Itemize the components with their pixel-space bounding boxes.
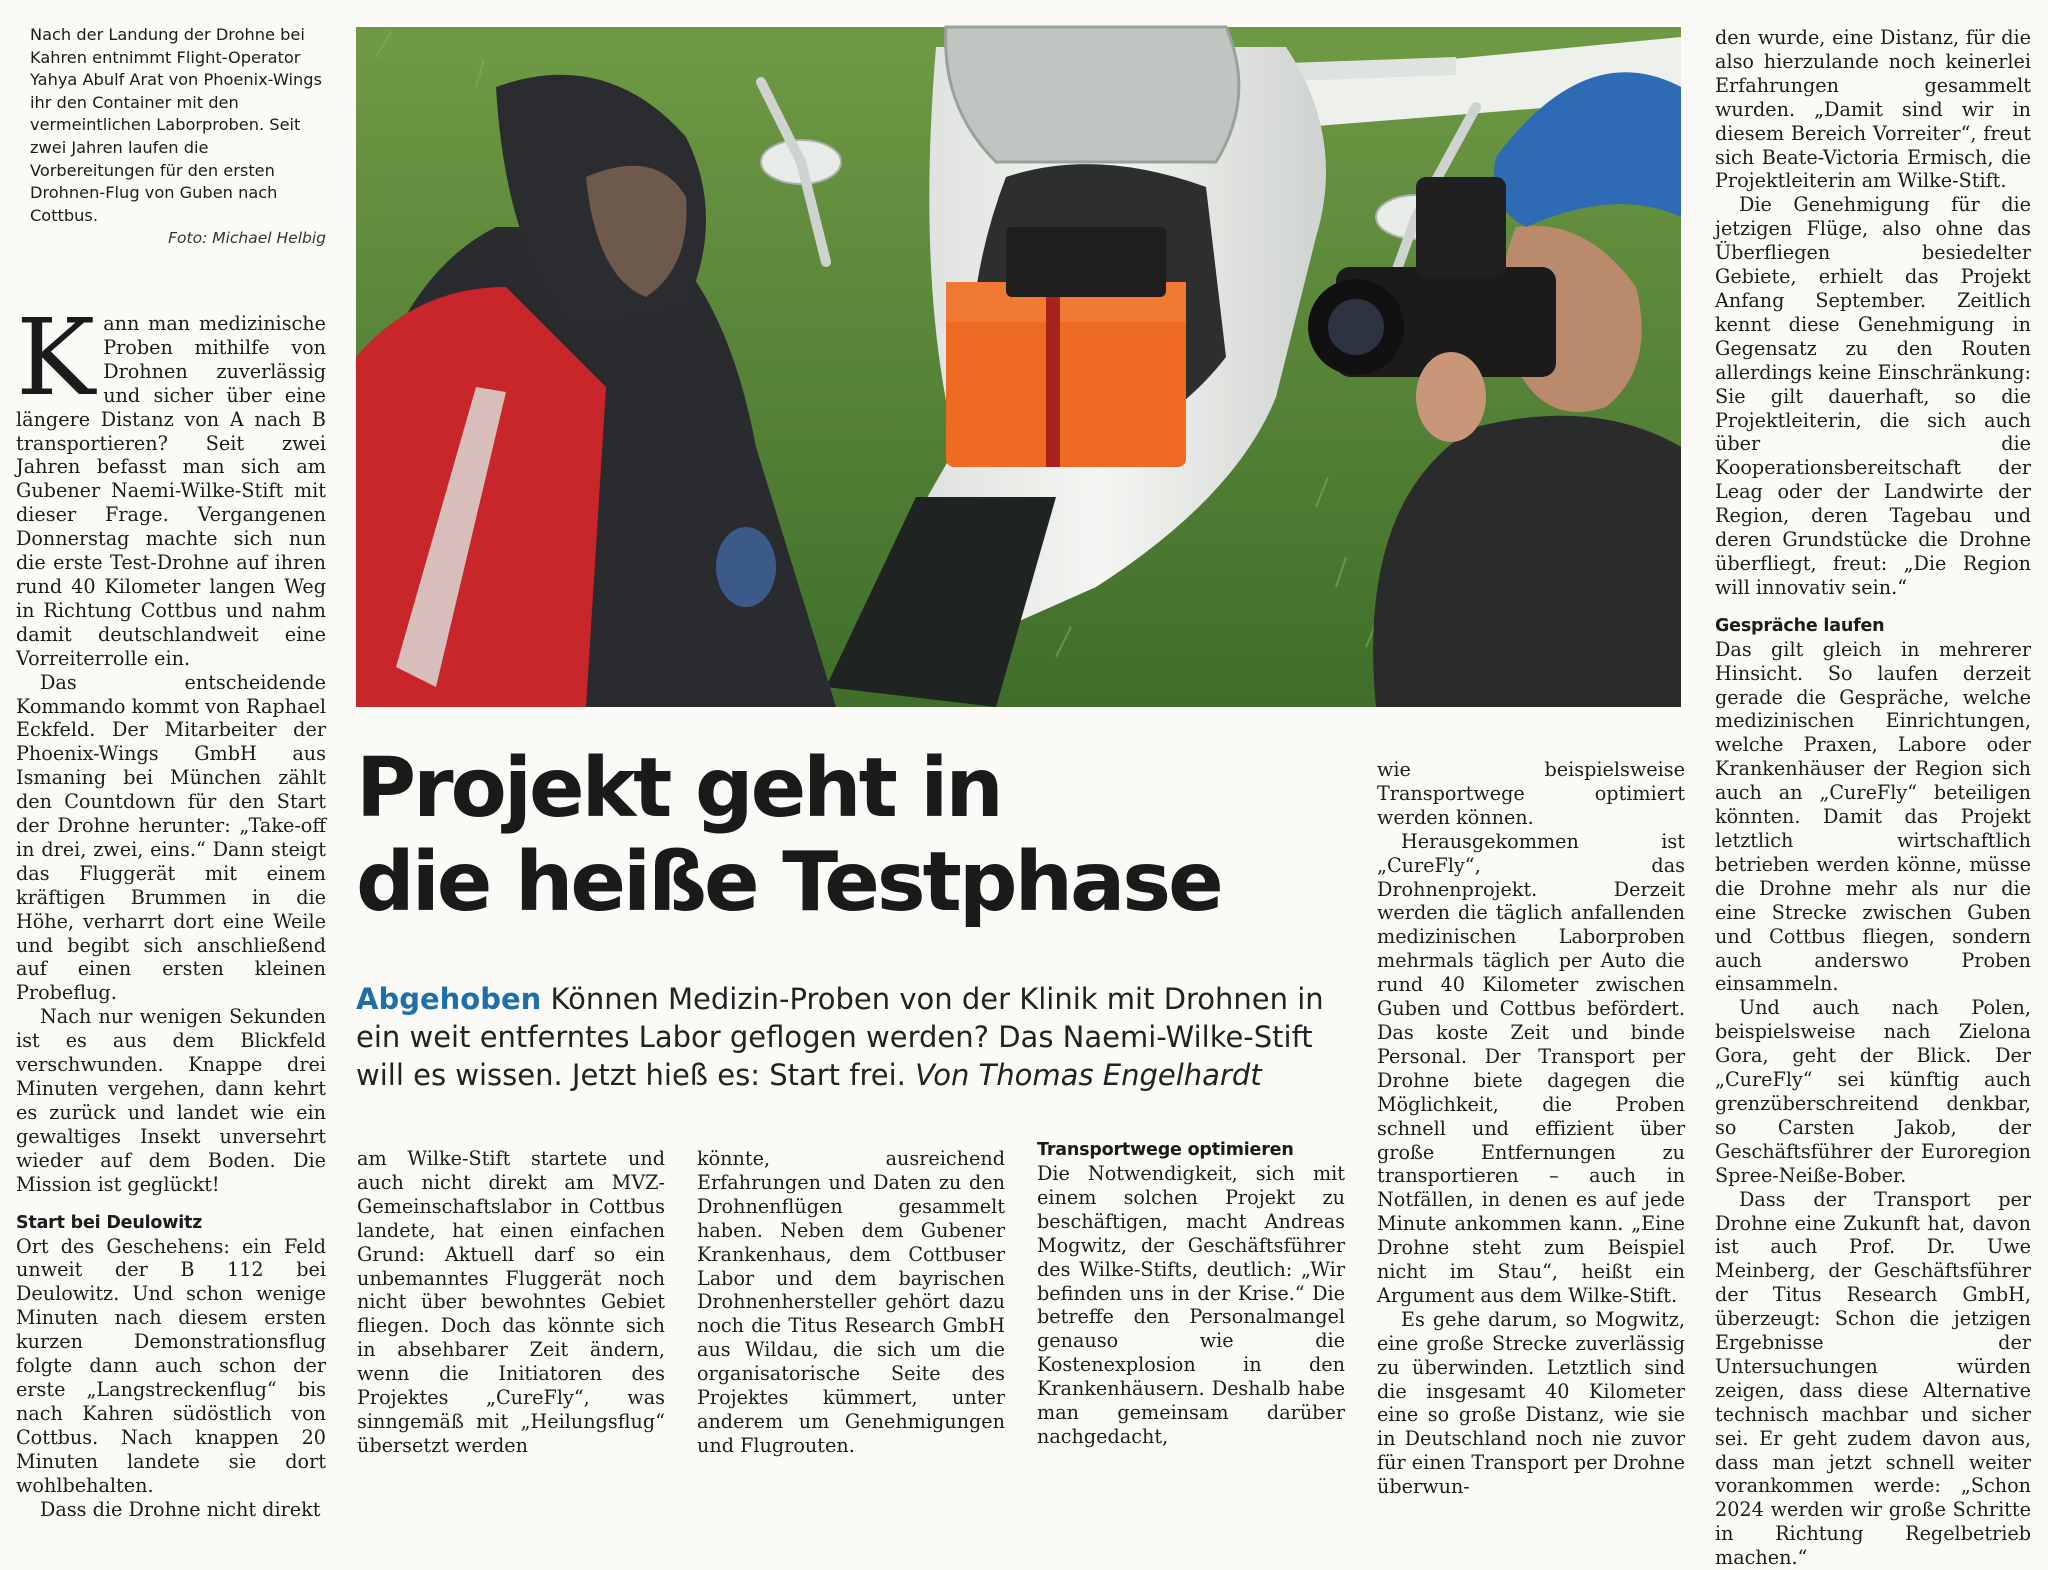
paragraph: Dass der Transport per Drohne eine Zukunft hat, davon ist auch Prof. Dr. Uwe Meinberg, der Geschäftsführer der Titus Research GmbH, überzeugt: Schon die jetzigen Ergebnisse der Untersuchungen würden zeigen, dass diese Alternative technisch machbar und sicher sei. Er geht zudem davon aus, dass man jetzt schnell weiter vorankommen werde: „Schon 2024 werden wir große Schritte in Richtung Regelbetrieb machen.“ bbox=[1715, 1187, 2031, 1570]
article-column-4 bbox=[1037, 1138, 1345, 1449]
article-column-1 bbox=[16, 296, 326, 1521]
article-column-6 bbox=[1715, 26, 2031, 1570]
paragraph: am Wilke-Stift startete und auch nicht direkt am MVZ-Gemeinschaftslabor in Cottbus landete, hat einen einfachen Grund: Aktuell darf so ein unbemanntes Fluggerät noch nicht über bewohntes Gebiet fliegen. Doch das könnte sich in absehbarer Zeit ändern, wenn die Initiatoren des Projektes „CureFly“, was sinngemäß mit „Heilungsflug“ übersetzt werden bbox=[357, 1147, 665, 1457]
dropcap-letter: K bbox=[16, 296, 96, 419]
teaser bbox=[356, 980, 1346, 1094]
photo-caption bbox=[30, 24, 326, 250]
article-photo bbox=[356, 27, 1681, 707]
paragraph: Dass die Drohne nicht direkt bbox=[40, 1497, 321, 1521]
teaser-kicker: Abgehoben bbox=[356, 982, 542, 1016]
headline bbox=[356, 742, 1256, 930]
paragraph: Ort des Geschehens: ein Feld unweit der B 112 bei Deulowitz. Und schon wenige Minuten nach diesem ersten kurzen Demonstrationsflug folgte dann auch schon der erste „Langstreckenflug“ bis nach Kahren südöstlich von Cottbus. Nach knappen 20 Minuten landete sie dort wohlbehalten. bbox=[16, 1234, 326, 1497]
paragraph: Die Notwendigkeit, sich mit einem solchen Projekt zu beschäftigen, macht Andreas Mogwitz, der Geschäftsführer des Wilke-Stifts, deutlich: „Wir befinden uns in der Krise.“ Die betreffe den Personalmangel genauso wie die Kostenexplosion in den Krankenhäusern. Deshalb habe man gemeinsam darüber nachgedacht, bbox=[1037, 1162, 1345, 1448]
author-byline: Von Thomas Engelhardt bbox=[915, 1058, 1262, 1092]
subheading: Gespräche laufen bbox=[1715, 615, 1885, 636]
paragraph: könnte, ausreichend Erfahrungen und Daten zu den Drohnenflügen gesammelt haben. Neben dem Gubener Krankenhaus, dem Cottbuser Labor und dem bayrischen Drohnenhersteller gehört dazu noch die Titus Research GmbH aus Wildau, die sich um die organisatorische Seite des Projektes kümmert, unter anderem um Genehmigungen und Flugrouten. bbox=[697, 1147, 1005, 1457]
paragraph: Nach nur wenigen Sekunden ist es aus dem Blickfeld verschwunden. Knappe drei Minuten vergehen, dann kehrt es zurück und landet wie ein gewaltiges Insekt unversehrt wieder auf dem Boden. Die Mission ist geglückt! bbox=[16, 1005, 326, 1196]
drone-photo-icon bbox=[356, 27, 1681, 707]
paragraph: Und auch nach Polen, beispielsweise nach Zielona Gora, geht der Blick. Der „CureFly“ sei künftig auch grenzüberschreitend denkbar, so Carsten Jakob, der Geschäftsführer der Euroregion Spree-Neiße-Bober. bbox=[1715, 996, 2031, 1187]
paragraph: Das gilt gleich in mehrerer Hinsicht. So laufen derzeit gerade die Gespräche, welche medizinischen Einrichtungen, welche Praxen, Labore oder Krankenhäuser der Region sich auch an „CureFly“ beteiligen könnten. Damit das Projekt letztlich wirtschaftlich betrieben werden könne, müsse die Drohne mehr als nur die eine Strecke zwischen Guben und Cottbus fliegen, sondern auch anderswo Proben einsammeln. bbox=[1715, 637, 2031, 996]
article-column-3 bbox=[697, 1147, 1005, 1458]
subheading: Start bei Deulowitz bbox=[16, 1212, 203, 1233]
teaser-text: Können Medizin-Proben von der Klinik mit Drohnen in ein weit entferntes Labor geflogen werden? Das Naemi-Wilke-Stift will es wissen. Jetzt hieß es: Start frei. bbox=[356, 982, 1324, 1092]
paragraph: Herausgekommen ist „CureFly“, das Drohnenprojekt. Derzeit werden die täglich anfallenden medizinischen Laborproben mehrmals täglich per Auto die rund 40 Kilometer zwischen Guben und Cottbus befördert. Das koste Zeit und binde Personal. Der Transport per Drohne biete dagegen die Möglichkeit, die Proben schnell und effizient über große Entfernungen zu transportieren – auch in Notfällen, in denen es auf jede Minute ankommen kann. „Eine Drohne steht zum Beispiel nicht im Stau“, heißt ein Argument aus dem Wilke-Stift. bbox=[1377, 829, 1685, 1307]
photo-credit: Foto: Michael Helbig bbox=[168, 229, 326, 248]
lead-paragraph: Kann man medizinische Proben mithilfe von Drohnen zuverlässig und sicher über eine längere Distanz von A nach B transportieren? Seit zwei Jahren befasst man sich am Gubener Naemi-Wilke-Stift mit dieser Frage. Vergangenen Donnerstag machte sich nun die erste Test-Drohne auf ihren rund 40 Kilometer langen Weg in Richtung Cottbus und nahm damit deutschlandweit eine Vorreiterrolle ein. bbox=[16, 296, 326, 670]
paragraph: Das entscheidende Kommando kommt von Raphael Eckfeld. Der Mitarbeiter der Phoenix-Wings GmbH aus Ismaning bei München zählt den Countdown für den Start der Drohne herunter: „Take-off in drei, zwei, eins.“ Dann steigt das Fluggerät mit einem kräftigen Brummen in die Höhe, verharrt dort eine Weile und begibt sich anschließend auf einen ersten kleinen Probeflug. bbox=[16, 670, 326, 1005]
headline-line-2: die heiße Testphase bbox=[356, 835, 1221, 930]
paragraph: Es gehe darum, so Mogwitz, eine große Strecke zuverlässig zu überwinden. Letztlich sind die insgesamt 40 Kilometer eine so große Distanz, wie sie in Deutschland noch nie zuvor für einen Transport per Drohne überwun- bbox=[1377, 1307, 1685, 1499]
caption-text: Nach der Landung der Drohne bei Kahren entnimmt Flight-Operator Yahya Abulf Arat von Phoenix-Wings ihr den Container mit den vermeintlichen Laborproben. Seit zwei Jahren laufen die Vorbereitungen für den ersten Drohnen-Flug von Guben nach Cottbus. bbox=[30, 25, 322, 225]
subheading: Transportwege optimieren bbox=[1037, 1140, 1294, 1160]
paragraph: den wurde, eine Distanz, für die also hierzulande noch keinerlei Erfahrungen gesammelt wurden. „Damit sind wir in diesem Bereich Vorreiter“, freut sich Beate-Victoria Ermisch, die Projektleiterin am Wilke-Stift. bbox=[1715, 26, 2031, 193]
headline-line-1: Projekt geht in bbox=[356, 741, 1001, 836]
article-column-5 bbox=[1377, 758, 1685, 1499]
paragraph: Die Genehmigung für die jetzigen Flüge, also ohne das Überfliegen besiedelter Gebiete, erhielt das Projekt Anfang September. Zeitlich kennt diese Genehmigung in Gegensatz zu den Routen allerdings keine Einschränkung: Sie gilt dauerhaft, so die Projektleiterin, die sich auch über die Kooperationsbereitschaft der Leag oder der Landwirte der Region, deren Tagebau und deren Grundstücke die Drohne überfliegt, freut: „Die Region will innovativ sein.“ bbox=[1715, 193, 2031, 599]
article-column-2 bbox=[357, 1147, 665, 1458]
paragraph: wie beispielsweise Transportwege optimiert werden können. bbox=[1377, 758, 1685, 829]
